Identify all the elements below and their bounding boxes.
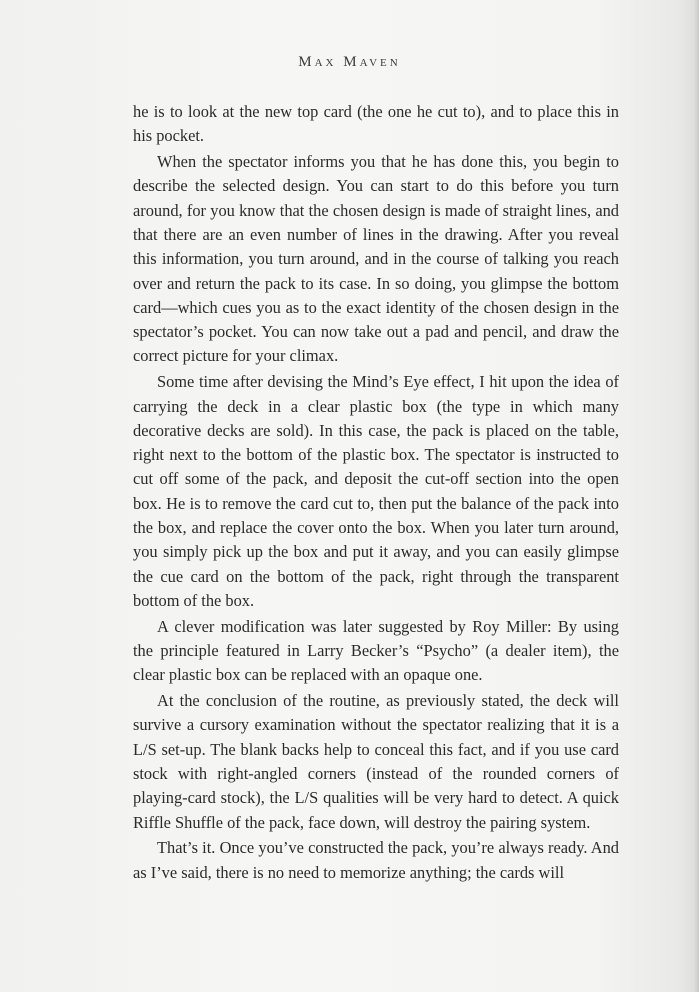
paragraph-2: When the spectator informs you that he has done this, you begin to describe the selected design. You can start to do this before you turn around, for you know that the chosen design is made of straight lines, and that there are an even number of lines in the drawing. After you reveal this information, you turn around, and in the course of talking you reach over and return the pack to its case. In so doing, you glimpse the bottom card—which cues you as to the exact identity of the chosen design in the spectator’s pocket. You can now take out a pad and pencil, and draw the correct picture for your climax. (133, 152, 619, 366)
paragraph-1: he is to look at the new top card (the one he cut to), and to place this in his pocket. (133, 102, 619, 146)
paragraph-4: A clever modification was later suggested by Roy Miller: By using the principle featured in Larry Becker’s “Psycho” (a dealer item), the clear plastic box can be replaced with an opaque one. (133, 616, 619, 685)
page-edge-shadow (693, 0, 699, 992)
paragraph-6: That’s it. Once you’ve constructed the pack, you’re always ready. And as I’ve said, there is no need to memorize anything; the cards will (133, 838, 619, 882)
paragraph-5: At the conclusion of the routine, as previously stated, the deck will survive a cursory examination without the spectator realizing that it is a L/S set-up. The blank backs help to conceal this fact, and if you use card stock with right-angled corners (instead of the rounded corners of playing-card stock), the L/S qualities will be very hard to detect. A quick Riffle Shuffle of the pack, face down, will destroy the pairing system. (133, 691, 619, 832)
running-header: Max Maven (298, 54, 401, 70)
body-text (133, 100, 619, 887)
paragraph-3: Some time after devising the Mind’s Eye effect, I hit upon the idea of carrying the deck in a clear plastic box (the type in which many decorative decks are sold). In this case, the pack is placed on the table, right next to the bottom of the plastic box. The spectator is instructed to cut off some of the pack, and deposit the cut-off section into the open box. He is to remove the card cut to, then put the balance of the pack into the box, and replace the cover onto the box. When you later turn around, you simply pick up the box and put it away, and you can easily glimpse the cue card on the bottom of the pack, right through the transparent bottom of the box. (133, 372, 619, 610)
